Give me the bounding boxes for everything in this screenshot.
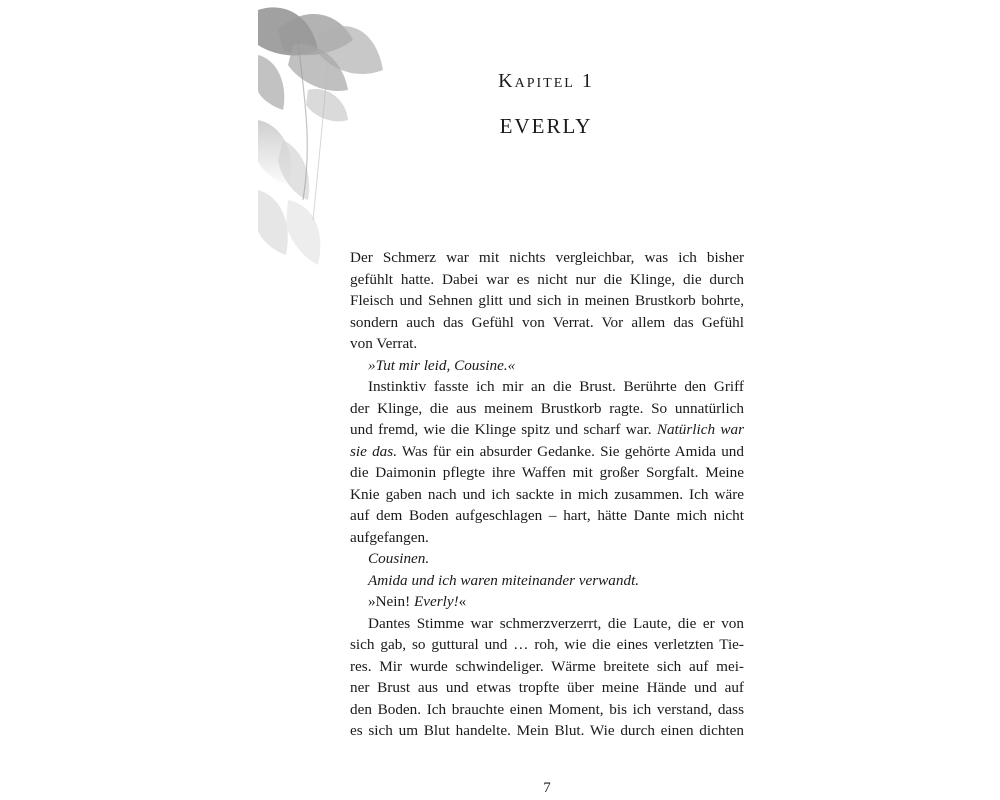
text-line: ner Brust aus und etwas tropfte über meine Hände und auf xyxy=(350,679,744,696)
text-line: gefühlt hatte. Dabei war es nicht nur die Klinge, die durch xyxy=(350,270,744,288)
flower-decoration xyxy=(258,0,388,275)
text-line: Knie gaben nach und ich sackte in mich zusammen. Ich wäre xyxy=(350,485,744,503)
chapter-title: EVERLY xyxy=(499,114,593,138)
text-line: sondern auch das Gefühl von Verrat. Vor allem das Gefühl xyxy=(350,313,744,331)
body-text xyxy=(350,247,744,742)
text-line: sie das. Was für ein absurder Gedanke. Sie gehörte Amida und xyxy=(350,442,744,460)
text-line: den Boden. Ich brauchte einen Moment, bis ich verstand, dass xyxy=(350,700,744,718)
text-line: und fremd, wie die Klinge spitz und scharf war. Natürlich war xyxy=(350,421,744,438)
text-line: aufgefangen. xyxy=(350,528,429,546)
page-number: 7 xyxy=(543,780,551,796)
text-line: »Nein! Everly!« xyxy=(368,593,467,610)
text-line: Dantes Stimme war schmerzverzerrt, die Laute, die er von xyxy=(368,614,744,632)
text-line: es sich um Blut handelte. Mein Blut. Wie durch einen dichten xyxy=(350,722,744,739)
chapter-label: Kapitel 1 xyxy=(498,70,594,92)
text-line: der Klinge, die aus meinem Brustkorb ragte. So unnatürlich xyxy=(350,399,744,417)
text-line: Cousinen. xyxy=(368,550,430,567)
text-line: Amida und ich waren miteinander verwandt. xyxy=(368,571,640,589)
text-line: res. Mir wurde schwindeliger. Wärme breitete sich auf mei- xyxy=(350,657,744,675)
text-line: die Daimonin pflegte ihre Waffen mit großer Sorgfalt. Meine xyxy=(350,464,744,481)
text-line: sich gab, so guttural und … roh, wie die eines verletzten Tie- xyxy=(350,636,744,653)
text-line: auf dem Boden aufgeschlagen – hart, hätte Dante mich nicht xyxy=(350,507,744,524)
text-line: Instinktiv fasste ich mir an die Brust. Berührte den Griff xyxy=(368,378,744,395)
chapter-heading xyxy=(388,70,704,93)
text-line: »Tut mir leid, Cousine.« xyxy=(368,356,516,374)
text-line: von Verrat. xyxy=(350,335,418,352)
text-line: Fleisch und Sehnen glitt und sich in meinen Brustkorb bohrte, xyxy=(350,292,744,309)
text-line: Der Schmerz war mit nichts vergleichbar, was ich bisher xyxy=(350,249,744,266)
